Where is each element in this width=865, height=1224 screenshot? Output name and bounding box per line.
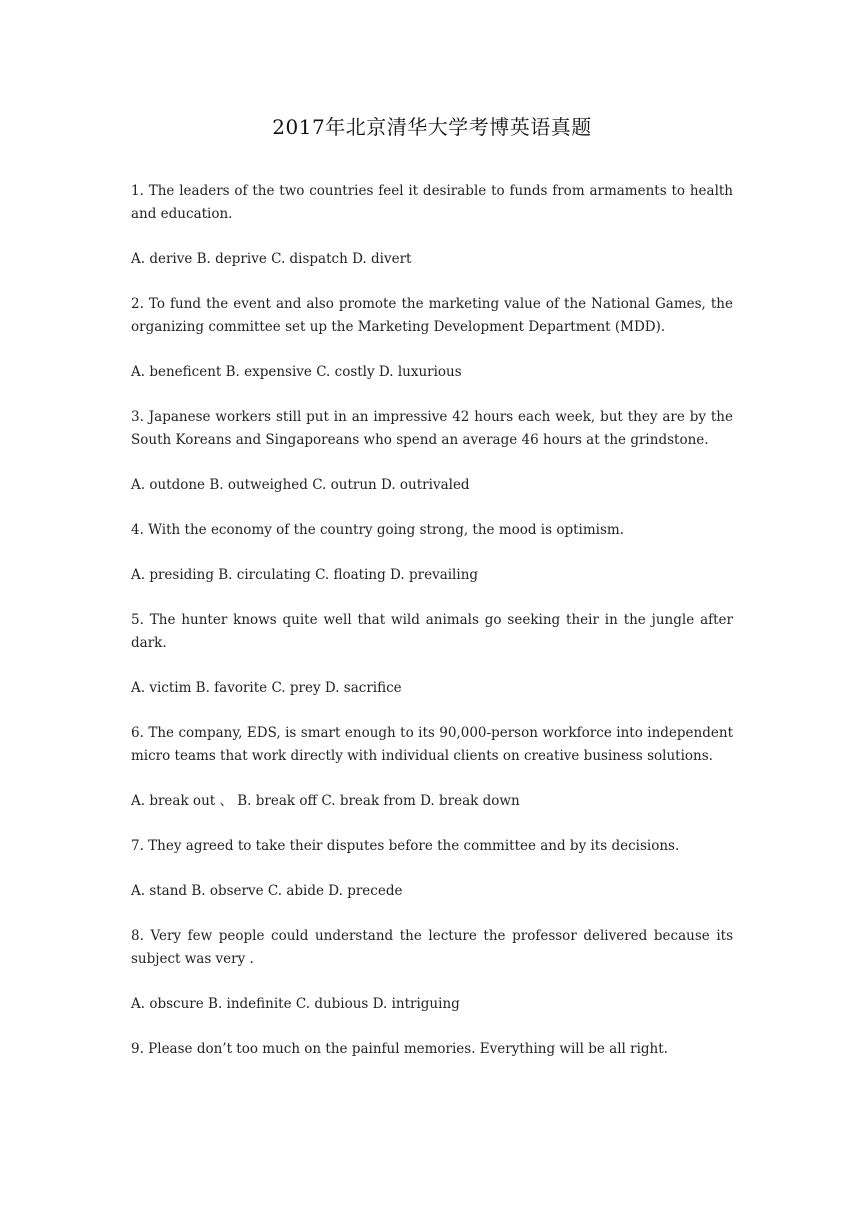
question-6 [131,722,733,813]
question-options: A. outdone B. outweighed C. outrun D. outrivaled [131,477,470,493]
question-5 [131,609,733,700]
question-text: 3. Japanese workers still put in an impressive 42 hours each week, but they are by the South Koreans and Singaporeans who spend an average 46 hours at the grindstone. [131,409,733,448]
question-3 [131,406,733,497]
question-options: A. obscure B. indefinite C. dubious D. intriguing [131,996,460,1012]
question-text: 2. To fund the event and also promote the marketing value of the National Games, the organizing committee set up the Marketing Development Department (MDD). [131,296,733,335]
question-text: 8. Very few people could understand the lecture the professor delivered because its subject was very . [131,928,733,967]
question-options: A. victim B. favorite C. prey D. sacrifice [131,680,402,696]
question-options: A. beneficent B. expensive C. costly D. luxurious [131,364,462,380]
question-options: A. derive B. deprive C. dispatch D. divert [131,251,412,267]
question-text: 5. The hunter knows quite well that wild animals go seeking their in the jungle after dark. [131,612,733,651]
question-2 [131,293,733,384]
question-options: A. break out 、 B. break off C. break from D. break down [131,793,520,809]
question-8 [131,925,733,1016]
question-1 [131,180,733,271]
page-title: 2017年北京清华大学考博英语真题 [272,115,592,139]
question-options: A. presiding B. circulating C. floating D. prevailing [131,567,479,583]
question-text: 4. With the economy of the country going strong, the mood is optimism. [131,522,624,538]
document-page [131,112,733,1083]
question-text: 9. Please don’t too much on the painful memories. Everything will be all right. [131,1041,668,1057]
question-options: A. stand B. observe C. abide D. precede [131,883,403,899]
question-9 [131,1038,733,1061]
question-text: 1. The leaders of the two countries feel it desirable to funds from armaments to health and education. [131,183,733,222]
question-text: 6. The company, EDS, is smart enough to its 90,000-person workforce into independent micro teams that work directly with individual clients on creative business solutions. [131,725,733,764]
question-4 [131,519,733,587]
question-text: 7. They agreed to take their disputes before the committee and by its decisions. [131,838,680,854]
question-7 [131,835,733,903]
